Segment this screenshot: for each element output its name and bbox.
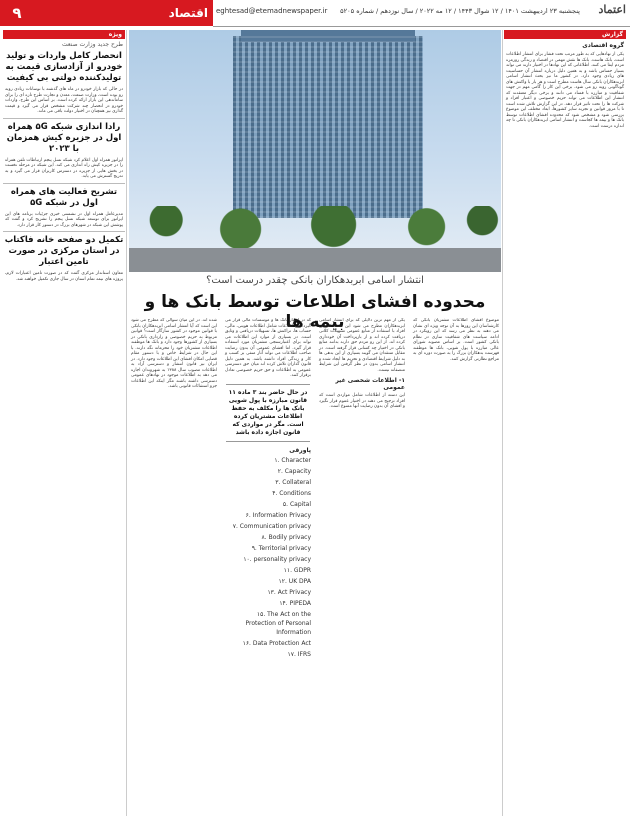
footnote-item: ۱۵. The Act on the Protection of Personal Information [245,610,311,636]
story2-title[interactable]: رادا اندازی شبکه ۵G همراه اول در جزیره کیش همزمان با ۲۰۲۳ [6,121,122,154]
story4-title[interactable]: تکمیل دو صفحه خانه فاکتاب در استان مرکزی در صورت تامین اعتبار [4,235,124,267]
street [129,248,501,272]
report-tag: گزارش [504,30,626,39]
story3-title[interactable]: تشریح فعالیت های همراه اول در شبکه ۵G [10,186,118,208]
article-text-4: موضوع افشای اطلاعات مشتریان بانکی که کارشناسان این روزها به آن توجه ویژه ای نشان می دهند به نظر می رسد که این رویکرد در ادامه سیاست های شفافیت سازی در نظام بانکی کشور است. بر اساس مصوبه شورای عالی مبارزه با پول شویی، بانک ها موظفند فهرست بدهکاران بزرگ را به صورت دوره ای به مراجع نظارتی گزارش کنند. [413,318,499,362]
story2-body: اپراتور همراه اول اعلام کرد شبکه نسل پنجم ارتباطات تلفن همراه را در جزیره کیش راه اندازی می کند. این شبکه در مرحله نخست در بخش هایی از جزیره در دسترس کاربران قرار می گیرد و به تدریج گسترش می یابد. [5,157,123,179]
article-headline[interactable]: محدوده افشای اطلاعات توسط بانک ها و بیمه ها [144,292,486,332]
dateline: پنجشنبه ۲۳ اردیبهشت ۱۴۰۱ / ۱۲ شوال ۱۴۴۳ / ۱۲ مه ۲۰۲۲ / سال نوزدهم / شماره ۵۲۰۵ [340,7,580,15]
header-divider [213,26,630,27]
left-column-tag: ویژه [3,30,125,39]
left-column [3,30,125,816]
article-body [129,318,501,816]
footnote-item: ۹. Territorial privacy [251,544,311,552]
story-divider [3,183,125,184]
footnotes-title: پاورقی [289,446,311,454]
story1-title[interactable]: انحصار کامل واردات و تولید خودرو از آزادسازی قیمت به تولیدکننده دولتی بی کیفیت [5,51,123,83]
column-rule [502,30,503,816]
report-intro: یکی از نهادهایی که به طور مرتب تحت فشار برای انتشار اطلاعات است، بانک هاست. بانک ها نقش مهمی در اقتصاد و زندگی روزمره مردم ایفا می کنند. اطلاعاتی که این نهادها در اختیار دارند می تواند بسیار حساس باشد و به همین دلیل درباره انتشار آن حساسیت های زیادی وجود دارد. در کشور ما نیز بحث انتشار اسامی ابربدهکاران بانکی سال هاست مطرح است و هر بار با واکنش های گوناگونی روبه رو می شود. برخی این کار را گامی مهم در جهت شفافیت و مبارزه با فساد می دانند و برخی دیگر معتقدند که انتشار این اطلاعات می تواند حریم خصوصی و اعتبار افراد و شرکت ها را تحت تاثیر قرار دهد. در این گزارش تلاش شده است تا با مرور قوانین و تجربه سایر کشورها، ابعاد مختلف این موضوع بررسی شود و مشخص شود که محدوده افشای اطلاعات توسط بانک ها و بیمه ها کجاست و انتشار اسامی ابربدهکاران بانکی تا چه اندازه درست است. [506,52,624,129]
footnote-item: ۱۲. UK DPA [278,577,311,585]
page-header [0,0,630,30]
footnote-item: ۶. Information Privacy [245,511,311,519]
footnote-item: ۵. Capital [282,500,311,508]
article-text-3b: این دسته از اطلاعات شامل مواردی است که افراد ترجیح می دهند در اختیار عموم قرار نگیرد و افشای آن بدون رضایت آنها ممنوع است. [319,393,405,409]
tower-floors [233,36,423,218]
header-red-band [0,0,213,26]
story-divider [3,231,125,232]
story1-body: در حالی که بازار خودرو در ماه های گذشته با نوسانات زیادی روبه رو بوده است، وزارت صنعت، معدن و تجارت طرح تازه ای را برای ساماندهی این بازار ارائه کرده است. بر اساس این طرح، واردات خودرو در انحصار چند شرکت مشخص قرار می گیرد و قیمت گذاری نیز همچنان در اختیار دولت باقی می ماند. [5,87,123,114]
story-divider [3,118,125,119]
footnote-item: ۱۴. PIPEDA [279,599,311,607]
article-column-2 [223,318,313,816]
story1-kicker: طرح جدید وزارت صنعت [61,41,123,48]
story3-body: مدیرعامل همراه اول در نشستی خبری جزئیات برنامه های این اپراتور برای توسعه شبکه نسل پنجم را تشریح کرد و گفت که پوشش این شبکه در شهرهای بزرگ در دستور کار قرار دارد. [5,211,123,228]
article-column-3 [317,318,407,816]
article-subhead: ۱- اطلاعات شخصی غیر عمومی [335,377,405,391]
footnote-item: ۸. Bodily privacy [261,533,311,541]
section-title: اقتصاد [168,6,208,20]
story4-body: معاون استاندار مرکزی گفت که در صورت تامین اعتبارات لازم، پروژه های نیمه تمام استان در سال جاری تکمیل خواهند شد. [5,271,123,282]
footnote-item: ۱۶. Data Protection Act [242,639,311,647]
main-photo [129,30,501,272]
footnote-item: ۱۷. IFRS [287,650,311,658]
newspaper-logo: اعتماد [598,3,626,16]
footnote-item: ۷. Communication privacy [232,522,311,530]
article-text-3: یکی از مهم ترین دلایلی که برای انتشار اسامی ابربدهکاران مطرح می شود این است که این افراد با استفاده از منابع عمومی تسهیلات کلانی دریافت کرده اند و از بازپرداخت آن خودداری کرده اند. از این رو مردم حق دارند بدانند منابع بانکی در اختیار چه کسانی قرار گرفته است. در مقابل منتقدان می گویند بسیاری از این بدهی ها به دلیل شرایط اقتصادی و تحریم ها ایجاد شده و انتشار اسامی بدون در نظر گرفتن این شرایط منصفانه نیست. [319,318,405,373]
right-column [504,30,626,816]
article-column-4 [411,318,501,816]
article-text-1: شده اند. در این میان سوالی که مطرح می شود این است که آیا انتشار اسامی ابربدهکاران بانکی با قوانین موجود در کشور سازگار است؟ قوانین مربوط به حریم خصوصی و رازداری بانکی در بسیاری از کشورها وجود دارد و بانک ها موظفند اطلاعات مشتریان خود را محرمانه نگه دارند. با این حال در شرایط خاص و با دستور مقام قضایی امکان افشای این اطلاعات وجود دارد. در ایران نیز قانون انتشار و دسترسی آزاد به اطلاعات مصوب سال ۱۳۸۸ به شهروندان اجازه می دهد به اطلاعات موجود در نهادهای عمومی دسترسی داشته باشند مگر اینکه این اطلاعات جزو استثنائات قانونی باشد. [131,318,217,389]
footnote-item: ۳. Collateral [275,478,311,486]
report-byline: گروه اقتصادی [582,42,624,49]
article-text-2: که در اختیار بانک ها و موسسات مالی قرار می گیرد. این اطلاعات شامل اطلاعات هویتی، مالی، حساب ها، تراکنش ها، تسهیلات دریافتی و وثایق است. در بسیاری از موارد این اطلاعات می تواند برای اعتبارسنجی مشتریان مورد استفاده قرار گیرد. اما افشای عمومی آن بدون رضایت صاحب اطلاعات می تواند آثار منفی بر کسب و کار و زندگی افراد داشته باشد. به همین دلیل قانون گذاران تلاش کرده اند میان حق دسترسی عمومی به اطلاعات و حق حریم خصوصی تعادل برقرار کنند. [225,318,311,378]
footnote-item: ۱۳. Act Privacy [267,588,311,596]
column-rule [126,30,127,816]
footnote-item: ۱۰. personality privacy [243,555,311,563]
page-number: ۹ [12,4,22,22]
tree-line [129,206,501,252]
footnote-item: ۲. Capacity [277,467,311,475]
footnote-item: ۱۱. GDPR [283,566,311,574]
footnote-item: ۴. Conditions [272,489,311,497]
article-column-1 [129,318,219,816]
email-address[interactable]: eghtesad@etemadnewspaper.ir [216,7,328,15]
footnotes-list [223,456,313,659]
pull-quote: در حال حاضر بند ۳ ماده ۱۱ قانون مبارزه با پول شویی بانک ها را مکلف به حفظ اطلاعات مشتریان کرده است. مگر در مواردی که قانون اجازه داده باشد [226,384,310,442]
footnote-item: ۱. Character [274,456,311,464]
article-kicker: انتشار اسامی ابربدهکاران بانکی چقدر درست است؟ [206,275,424,286]
